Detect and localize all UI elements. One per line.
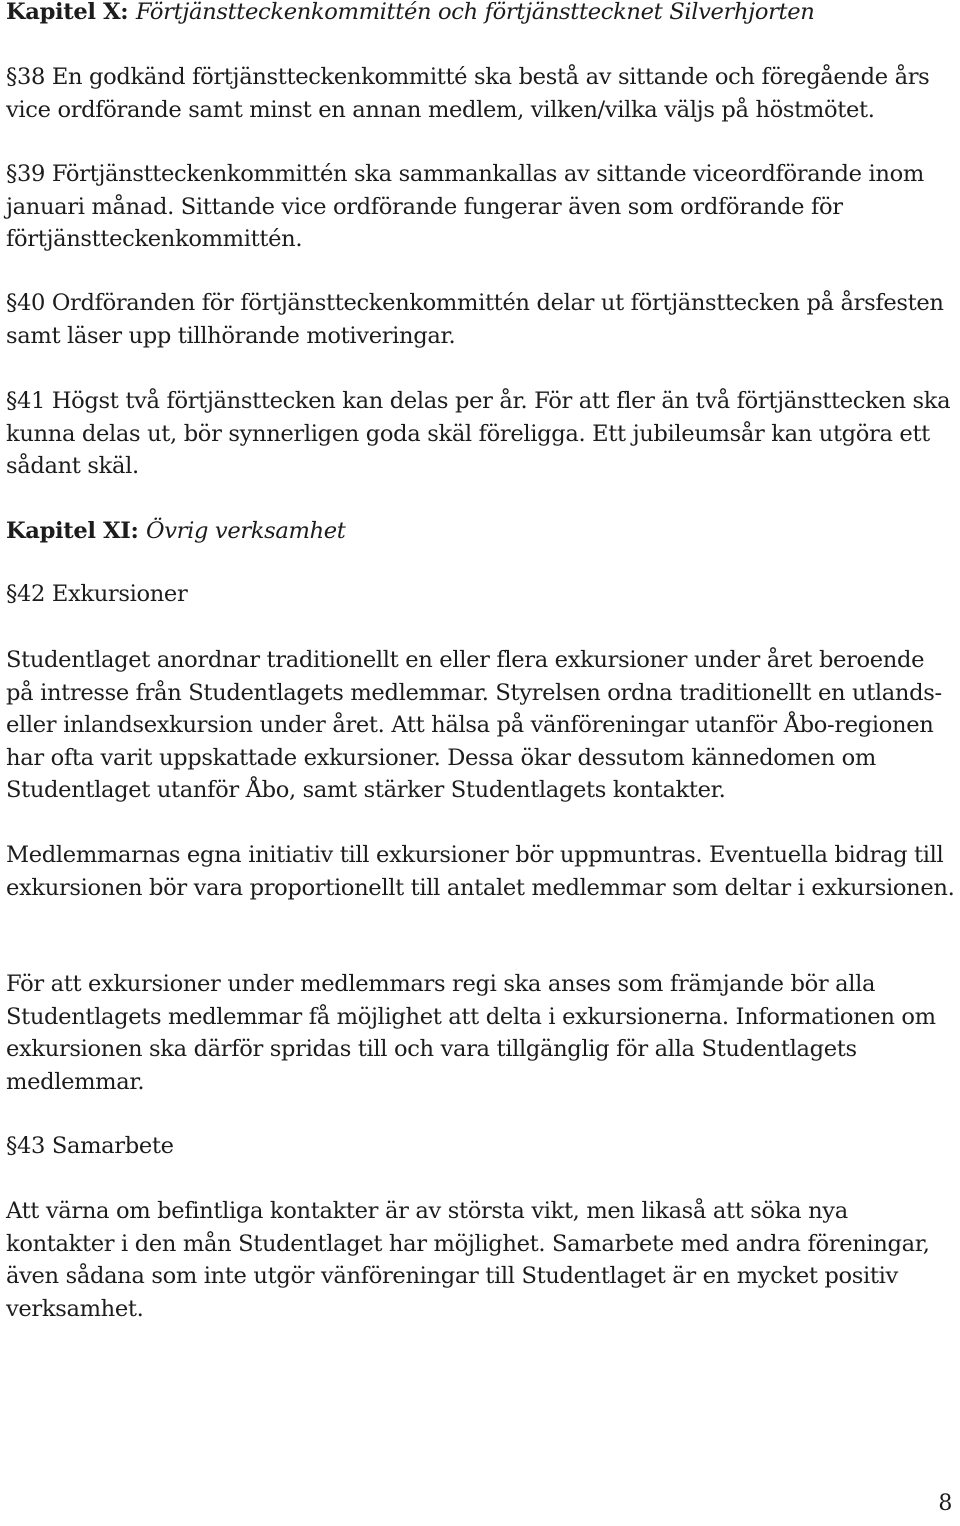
section-43-title: §43 Samarbete xyxy=(6,1133,174,1159)
section-39: §39 Förtjänstteckenkommittén ska sammankallas av sittande viceordförande inom januari månad. Sittande vice ordförande fungerar även som ordförande för förtjänstteckenkommittén. xyxy=(6,161,924,252)
section-43-paragraph-1: Att värna om befintliga kontakter är av största vikt, men likaså att söka nya kontakter i den mån Studentlaget har möjlighet. Samarbete med andra föreningar, även sådana som inte utgör vänföreningar till Studentlaget är en mycket positiv verksamhet. xyxy=(6,1198,930,1322)
chapter-x-subtitle: Förtjänstteckenkommittén och förtjänsttecknet Silverhjorten xyxy=(135,0,815,25)
section-38: §38 En godkänd förtjänstteckenkommitté ska bestå av sittande och föregående års vice ordförande samt minst en annan medlem, vilken/vilka väljs på höstmötet. xyxy=(6,64,930,123)
section-42-paragraph-3: För att exkursioner under medlemmars regi ska anses som främjande bör alla Studentlagets medlemmar få möjlighet att delta i exkursionerna. Informationen om exkursionen ska därför spridas till och vara tillgänglig för alla Studentlagets medlemmar. xyxy=(6,971,936,1095)
chapter-x-heading xyxy=(6,0,958,29)
section-40: §40 Ordföranden för förtjänstteckenkommittén delar ut förtjänsttecken på årsfesten samt läser upp tillhörande motiveringar. xyxy=(6,290,944,349)
section-42-paragraph-1: Studentlaget anordnar traditionellt en eller flera exkursioner under året beroende på intresse från Studentlagets medlemmar. Styrelsen ordna traditionellt en utlands- eller inlandsexkursion under året. Att hälsa på vänföreningar utanför Åbo-regionen har ofta varit uppskattade exkursioner. Dessa ökar dessutom kännedomen om Studentlaget utanför Åbo, samt stärker Studentlagets kontakter. xyxy=(6,647,942,803)
chapter-x-label: Kapitel X: xyxy=(6,0,129,25)
page-number: 8 xyxy=(938,1491,952,1516)
section-42-paragraph-2: Medlemmarnas egna initiativ till exkursioner bör uppmuntras. Eventuella bidrag till exkursionen bör vara proportionellt till antalet medlemmar som deltar i exkursionen. xyxy=(6,842,955,901)
chapter-xi-label: Kapitel XI: xyxy=(6,518,139,544)
chapter-xi-heading xyxy=(6,515,958,548)
chapter-xi-subtitle: Övrig verksamhet xyxy=(146,518,346,544)
section-41: §41 Högst två förtjänsttecken kan delas per år. För att fler än två förtjänsttecken ska kunna delas ut, bör synnerligen goda skäl föreligga. Ett jubileumsår kan utgöra ett sådant skäl. xyxy=(6,388,951,479)
section-42-title: §42 Exkursioner xyxy=(6,581,188,607)
